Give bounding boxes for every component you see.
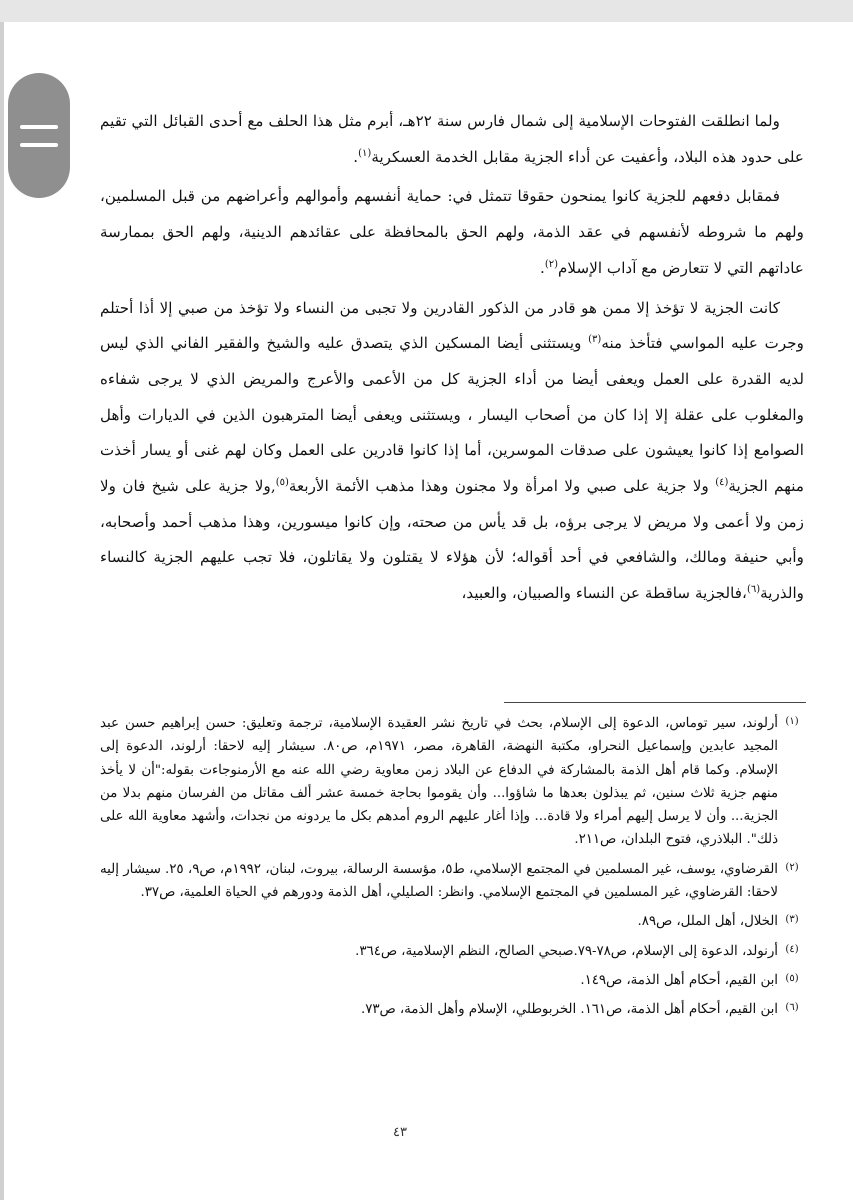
footnote-text: أرنولد، الدعوة إلى الإسلام، ص٧٨-٧٩.صبحي الصالح، النظم الإسلامية، ص٣٦٤.: [355, 943, 778, 959]
main-text: [100, 104, 804, 612]
footnote-number: (٢): [785, 861, 799, 873]
footnote-number: (٤): [785, 943, 799, 955]
paragraph-2: فمقابل دفعهم للجزية كانوا يمنحون حقوقا تتمثل في: حماية أنفسهم وأموالهم وأعراضهم من قبل المسلمين، ولهم ما شروطه لأنفسهم في عقد الذمة، ولهم الحق بالمحافظة على عقائدهم الدينية، ولهم الحق بممارسة عاداتهم التي لا تتعارض مع آداب الإسلام$^{(٢)}$.: [100, 187, 804, 277]
footnotes: [100, 712, 806, 1028]
footnote-ref-2[interactable]: (٢): [544, 258, 559, 270]
footnote-1: [100, 712, 806, 852]
paragraph-3: كانت الجزية لا تؤخذ إلا ممن هو قادر من الذكور القادرين ولا تجبى من النساء ولا تؤخذ من صبي إلا أذا أحتلم وجرت عليه المواسي فتأخذ منه$^{(٣)}$ ويستثنى أيضا المسكين الذي يتصدق عليه والشيخ والفقير الفاني الذي ليس لديه القدرة على العمل ويعفى أيضا من أداء الجزية كل من الأعمى والأعرج والمريض الذي لا يرجى شفاءه والمغلوب على عقلة إلا إذا كان من أصحاب اليسار ، ويستثنى ويعفى أيضا المترهبون الذين في الديارات وأهل الصوامع إذا كانوا يعيشون على صدقات الموسرين، أما إذا كانوا قادرين على العمل وكان لهم غنى أو يسار أخذت منهم الجزية$^{(٤)}$ ولا جزية على صبي ولا امرأة ولا مجنون وهذا مذهب الأئمة الأربعة$^{(٥)}$,ولا جزية على شيخ فان ولا زمن ولا أعمى ولا مريض لا يرجى برؤه، بل قد يأس من صحته، وإن كانوا ميسورين، وهذا مذهب أحمد وأصحابه، وأبي حنيفة ومالك، والشافعي في أحد أقواله؛ لأن هؤلاء لا يقتلون ولا يقاتلون، فلا تجب عليهم الجزية كالنساء والذرية$^{(٦)}$،فالجزية ساقطة عن النساء والصبيان، والعبيد،: [100, 298, 805, 603]
footnote-6: [100, 998, 806, 1021]
footnote-ref-4[interactable]: (٤): [715, 476, 729, 488]
footnote-number: (١): [785, 716, 799, 727]
footnote-ref-5[interactable]: (٥): [275, 476, 289, 488]
footnote-text: القرضاوي، يوسف، غير المسلمين في المجتمع الإسلامي، ط٥، مؤسسة الرسالة، بيروت، لبنان، ١٩٩٢م، ص٩، ٢٥. سيشار إليه لاحقا: القرضاوي، غير المسلمين في المجتمع الإسلامي. وانظر: الصليلي، أهل الذمة ودورهم في الحياة العلمية، ص٣٧.: [100, 861, 779, 901]
hamburger-menu-icon[interactable]: [8, 73, 70, 198]
menu-bar: [20, 125, 58, 129]
viewer-top-margin: [0, 0, 853, 22]
footnote-text: الخلال، أهل الملل، ص٨٩.: [637, 914, 778, 930]
footnote-number: (٥): [785, 972, 799, 984]
footnote-4: [100, 940, 806, 963]
menu-bar: [20, 143, 58, 147]
footnote-3: [100, 910, 806, 933]
footnote-text: أرلوند، سير توماس، الدعوة إلى الإسلام، بحث في تاريخ نشر العقيدة الإسلامية، ترجمة وتعليق: حسن إبراهيم حسن عبد المجيد عابدين وإسماعيل النحراو، مكتبة النهضة، القاهرة، مصر، ١٩٧١م، ص٨٠. سيشار إليه لاحقا: أرلوند، الدعوة إلى الإسلام. وكما قام أهل الذمة بالمشاركة في الدفاع عن البلاد زمن معاوية رضي الله عنه مع الأرمنوجاءت بقوله:"أن لا يأخذ منهم جزية ثلاث سنين، ثم يبذلون بعدها ما شاؤوا... وأن يقوموا بحاجة خمسة عشر ألف مقاتل من الفرسان منهم بدلا من الجزية... وأن لا يرسل إليهم أمراء ولا قادة... وإذا أغار عليهم الروم أمدهم بكل ما يردونه من نجدات، وأشهد معاوية الله على ذلك". البلاذري، فتوح البلدان، ص٢١١.: [100, 716, 779, 848]
footnote-number: (٣): [785, 914, 799, 926]
page-number: ٤٣: [393, 1125, 407, 1140]
footnote-text: ابن القيم، أحكام أهل الذمة، ص١٤٩.: [580, 972, 778, 988]
paragraph-1: ولما انطلقت الفتوحات الإسلامية إلى شمال فارس سنة ٢٢هـ، أبرم مثل هذا الحلف مع أحدى القبائل التي تقيم على حدود هذه البلاد، وأعفيت عن أداء الجزية مقابل الخدمة العسكرية$^{(١)}$.: [100, 112, 804, 166]
footnote-ref-6[interactable]: (٦): [746, 584, 761, 596]
footnote-separator: [504, 702, 806, 703]
footnote-ref-1[interactable]: (١): [358, 147, 372, 159]
footnote-text: ابن القيم، أحكام أهل الذمة، ص١٦١. الخربوطلي، الإسلام وأهل الذمة، ص٧٣.: [360, 1002, 778, 1018]
footnote-5: [100, 969, 806, 992]
footnote-2: [100, 858, 806, 905]
footnote-ref-3[interactable]: (٣): [588, 334, 602, 346]
footnote-number: (٦): [785, 1002, 799, 1014]
